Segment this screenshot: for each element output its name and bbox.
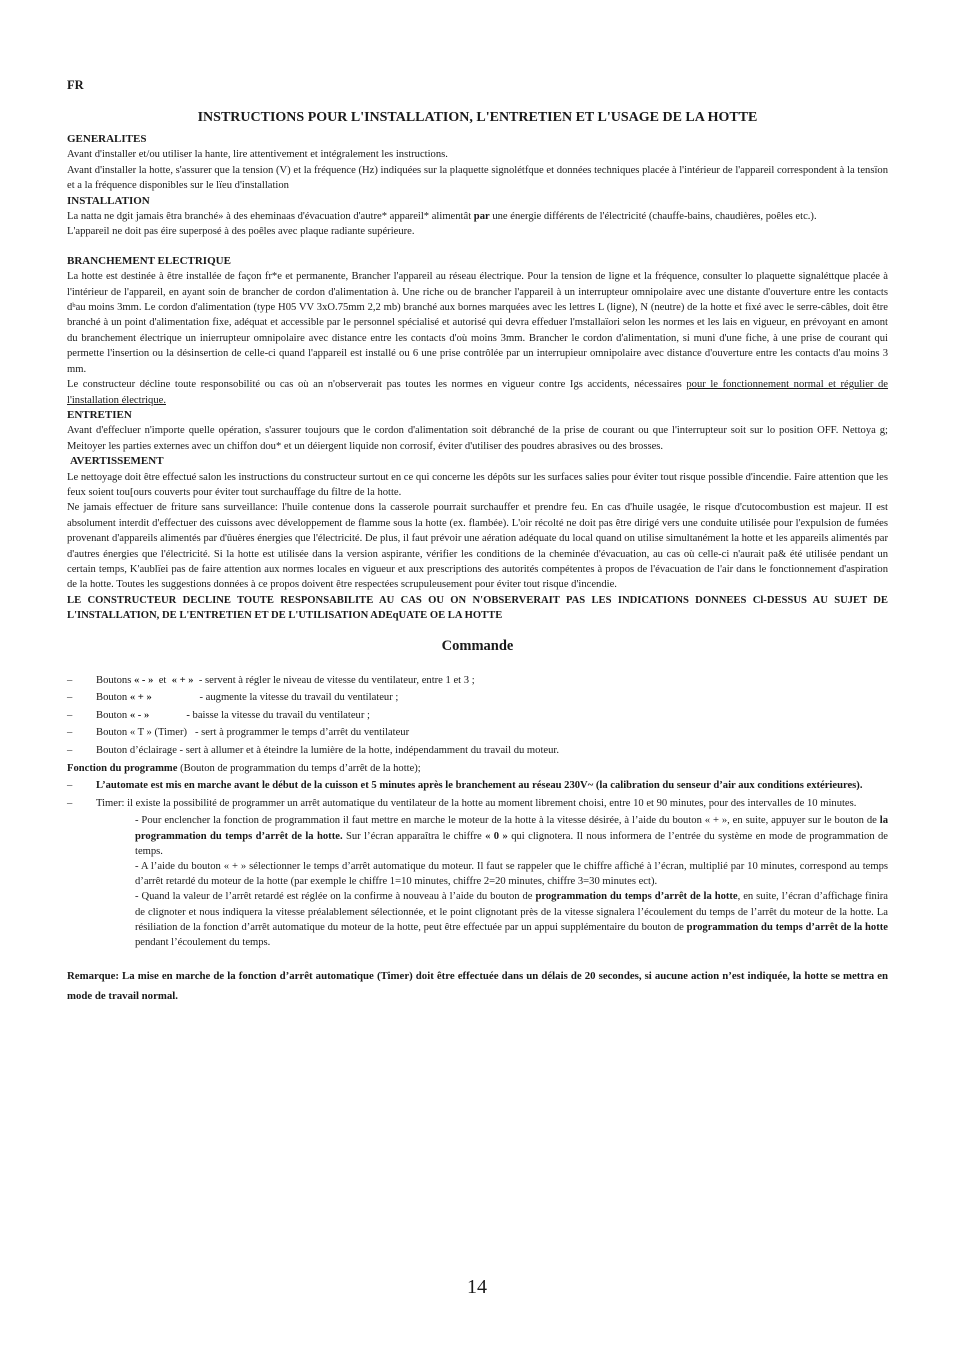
liability-warning: LE CONSTRUCTEUR DECLINE TOUTE RESPONSABILITE AU CAS OU ON N'OBSERVERAIT PAS LES INDICATIONS DONNEES Cl-DESSUS AU SUJET DE L'INSTALLATION, DE L'ENTRETIEN ET DE L'UTILISATION ADEqUATE OE LA HOTTE	[67, 594, 888, 622]
language-code: FR	[67, 78, 84, 92]
paragraph: Ne jamais effectuer de friture sans surveillance: l'huile contenue dons la casserole pourrait surchauffer et prendre feu. En cas d'huile usagée, le risque d'cutocombustion est majeur. II est absolument interdit d'effectuer des cuissons avec développement de flamme sous la hotte (ex. flambée). L'oir récolté ne doit pas être dirigé vers une conduite utilisée pour l'expulsion de fumées provenant d'appareils alimentés par d'ûuères énergies que l'électricité. De plus, il faut prévoir une aération adéquate du local quand on utilise simultanément la hotte et les appareils alimentés par d'autres énergies que l'électricité. Si la hotte est utilisée dans la version aspirante, vérifier les conditions de la cheminée d'évacuation, au cas où celle-ci n'aurait pa& été utilisée pendant un certain temps, K'aublïei pas de faire attention aux normes locales en vigueur et aux prescriptions des autorités compétentes à propos de l'évacuation de l'air dans le fonctionnement d'aspiration de la hotte. Toutes les suggestions données à ce propos doivent être respectées scrupuleusement pour éviter tout risque d'incendie.	[67, 502, 888, 591]
remark: Remarque: La mise en marche de la fonction d’arrêt automatique (Timer) doit être effectuée dans un délais de 20 secondes, si aucune action n’est indiquée, la hotte se mettra en mode de travail normal.	[67, 970, 888, 1003]
list-item: – Timer: il existe la possibilité de programmer un arrêt automatique du ventilateur de la hotte au moment librement choisi, entre 10 et 90 minutes, pour des intervalles de 10 minutes.	[67, 797, 857, 809]
list-item: – Bouton d’éclairage - sert à allumer et à éteindre la lumière de la hotte, indépendamment du travail du moteur.	[67, 744, 560, 756]
heading-avertissement: AVERTISSEMENT	[70, 455, 164, 468]
page-number: 14	[467, 1276, 487, 1298]
paragraph: La hotte est destinée à être installée de façon fr*e et permanente, Brancher l'appareil au réseau électrique. Pour la tension de ligne et la fréquence, consulter lo plaquette signaléttque placée à l'intérieur de l'appareil, en ayant soin de brancher de cordon d'alimentation à. Une riche ou de brancher l'appareil à un interrupteur omnipolaire avec une distante d'ouverture entre les contacts dᵇau moins 3mm. Le cordon d'alimentation (type H05 VV 3xO.75mm 2,2 mb) branché aux bornes marquées avec les lettres L (ligne), N (neutre) de la hotte et fixé avec le serre-câbles, doit être branché à un point d'alimentation fixe, adéquat et accessible par le personnel spécialisé et autorisé qui devra effeduer l'mstallaïori selon les normes et les lais en vigueur, en prévoyant en amont du branchement électrique un inierrupteur omnipolaire avec distance entre les contacts d'où moins 3mm. Brancher le cordon d'alimentation, si muni d'une fiche, à une prise de courant qui permette l'insertion ou la désinsertion de celle-ci quand l'appareil est installé ou 6 une prise contrôlée par un interrupieur omnipolaire avec distance d'ouverture entre les contacts d'au moins 3 mm.	[67, 271, 888, 375]
fonction-programme: Fonction du programme (Bouton de programmation du temps d’arrêt de la hotte);	[67, 762, 421, 774]
list-item: – Bouton « + » - augmente la vitesse du travail du ventilateur ;	[67, 692, 399, 704]
paragraph: Avant d'installer la hotte, s'assurer que la tension (V) et la fréquence (Hz) indiquées sur la plaquette signolétfque et données techniques placée à l'intérieur de l'appareil correspondent à la tensïon et a la fréquence disponibles sur le lïeu d'installation	[67, 164, 888, 192]
paragraph: Avant d'effecluer n'importe quelle opération, s'assurer toujours que le cordon d'alimentation soit débranché de la prise de courant ou que l'interrupteur soit sur lo position OFF. Nettoya g; Meitoyer les parties externes avec un chiffon dou* et un déiergent liquide non corrosif, éviter d'utiliser des poudres abrasives ou des brosses.	[67, 425, 888, 452]
heading-installation: INSTALLATION	[67, 194, 150, 207]
paragraph: Avant d'installer et/ou utiliser la hante, lire attentivement et intégralement les instructions.	[67, 149, 448, 161]
heading-generalites: GENERALITES	[67, 133, 147, 145]
list-item: – Bouton « T » (Timer) - sert à programmer le temps d’arrêt du ventilateur	[67, 727, 410, 739]
programme-list	[67, 778, 888, 811]
commande-title: Commande	[441, 637, 514, 654]
paragraph: Le nettoyage doit être effectué salon les instructions du constructeur surtout en ce qui concerne les dépôts sur les surfaces salies pour éviter tout risque possible d'incendie. Faire attention que les feux soient tou[ours couverts pour éviter tout surchauffage du filtre de la hotte.	[67, 471, 888, 498]
list-item: – Bouton « - » - baisse la vitesse du travail du ventilateur ;	[67, 709, 370, 721]
list-item: – Boutons « - » et « + » - servent à régler le niveau de vitesse du ventilateur, entre 1 et 3 ;	[67, 674, 475, 686]
document-page	[67, 78, 888, 1006]
paragraph: La natta ne dgit jamais êtra branché» à des eheminaas d'évacuation d'autre* appareil* alimentât par une énergie différents de l'électricité (chauffe-bains, chaudières, poêles etc.).	[67, 211, 817, 223]
heading-branchement: BRANCHEMENT ELECTRIQUE	[67, 254, 231, 267]
list-item: – L’automate est mis en marche avant le début de la cuisson et 5 minutes après le branchement au réseau 230V~ (la calibration du senseur d’air aux conditions extérieures).	[67, 780, 863, 792]
timer-step: - Quand la valeur de l’arrêt retardé est réglée on la confirme à nouveau à l’aide du bouton de programmation du temps d’arrêt de la hotte, en suite, l’écran d’affichage finira de clignoter et nous indiquera la vitesse préalablement sélectionnée, et le point clignotant près de la vitesse signalera l’écoulement du temps de l’arrêt du moteur de la hotte. La résiliation de la fonction d’arrêt automatique du moteur de la hotte, peut être effectuée par un appui supplémentaire du bouton de programmation du temps d’arrêt de la hotte pendant l’écoulement du temps.	[135, 891, 888, 948]
paragraph: L'appareil ne doit pas éire superposé à des poêles avec plaque radiante supérieure.	[67, 226, 415, 238]
timer-step: - A l’aide du bouton « + » sélectionner le temps d’arrêt automatique du moteur. Il faut se rappeler que le chiffre affiché à l’écran, multiplié par 10 minutes, correspond au temps d’arrêt retardé du moteur de la hotte (par exemple le chiffre 1=10 minutes, chiffre 2=20 minutes, chiffre 3=30 minutes ect).	[135, 860, 888, 888]
document-title: INSTRUCTIONS POUR L'INSTALLATION, L'ENTRETIEN ET L'USAGE DE LA HOTTE	[197, 110, 758, 125]
timer-step: - Pour enclencher la fonction de programmation il faut mettre en marche le moteur de la hotte à la vitesse désirée, à l’aide du bouton « + », en suite, appuyer sur le bouton de la programmation du temps d’arrêt de la hotte. Sur l’écran apparaîtra le chiffre « 0 » qui clignotera. Il nous informera de l’entrée du système en mode de programmation de temps.	[135, 815, 889, 857]
button-list	[67, 673, 888, 759]
heading-entretien: ENTRETIEN	[67, 408, 132, 421]
paragraph: Le constructeur décline toute responsobilité ou cas où an n'observerait pas toutes les normes en vigueur contre Igs accidents, nécessaires pour le fonctionnement normal et régulier de l'installation électrique.	[67, 379, 889, 406]
